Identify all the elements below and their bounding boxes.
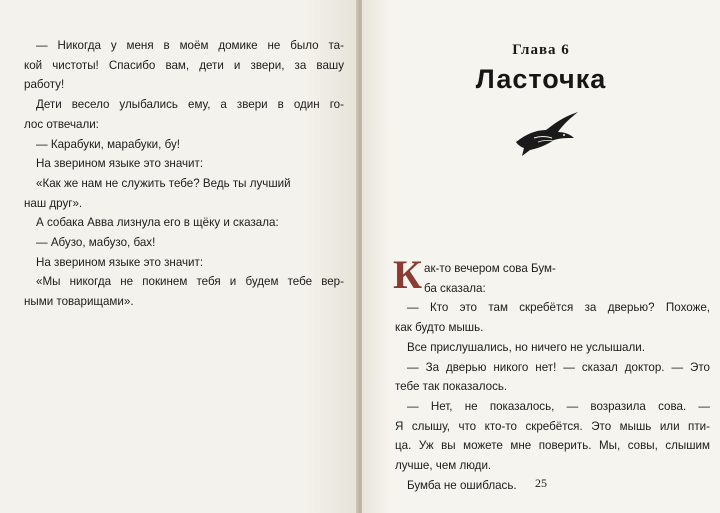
text-line: «Как же нам не служить тебе? Ведь ты лучший — [36, 176, 291, 190]
text-line: ными товарищами». — [24, 295, 134, 309]
text-line: На зверином языке это значит: — [36, 255, 204, 269]
swallow-illustration — [512, 108, 582, 158]
text-line: Все прислушались, но ничего не услышали. — [407, 340, 645, 354]
text-line: На зверином языке это значит: — [36, 157, 204, 171]
chapter-label: Глава 6 — [512, 42, 570, 58]
left-page-text — [24, 36, 344, 312]
text-line: — Никогда у меня в моём домике не было та- — [36, 39, 344, 52]
right-page-text — [393, 252, 710, 495]
text-line: лучше, чем люди. — [395, 459, 492, 473]
text-line: А собака Авва лизнула его в щёку и сказала: — [36, 216, 279, 230]
text-line: как будто мышь. — [395, 321, 484, 335]
drop-cap: К — [393, 252, 423, 297]
text-line: ца. Уж вы можете мне поверить. Мы, совы, слышим — [395, 439, 710, 453]
text-line: ак-то вечером сова Бум- — [424, 262, 556, 275]
text-line: Я слышу, что кто-то скребётся. Это мышь или пти- — [395, 419, 710, 433]
text-line: «Мы никогда не покинем тебя и будем тебе вер- — [36, 275, 344, 289]
text-line: кой чистоты! Спасибо вам, дети и звери, за вашу — [24, 58, 344, 72]
text-line: ба сказала: — [424, 281, 486, 295]
text-line: — Абузо, мабузо, бах! — [36, 236, 156, 250]
text-line: наш друг». — [24, 196, 83, 210]
text-line: — Нет, не показалось, — возразила сова. — — [407, 399, 710, 413]
text-line: работу! — [24, 78, 65, 92]
text-line: тебе так показалось. — [395, 380, 508, 394]
text-line: Дети весело улыбались ему, а звери в один го- — [36, 98, 344, 112]
page-number: 25 — [535, 476, 547, 490]
text-line: — Карабуки, марабуки, бу! — [36, 137, 180, 151]
right-page — [362, 0, 720, 513]
text-line: Бумба не ошиблась. — [407, 478, 517, 492]
chapter-title: Ласточка — [475, 64, 607, 94]
text-line: — Кто это там скребётся за дверью? Похоже, — [407, 301, 710, 315]
left-page — [0, 0, 358, 513]
text-line: лос отвечали: — [24, 117, 99, 131]
text-line: — За дверью никого нет! — сказал доктор. — Это — [407, 360, 710, 374]
